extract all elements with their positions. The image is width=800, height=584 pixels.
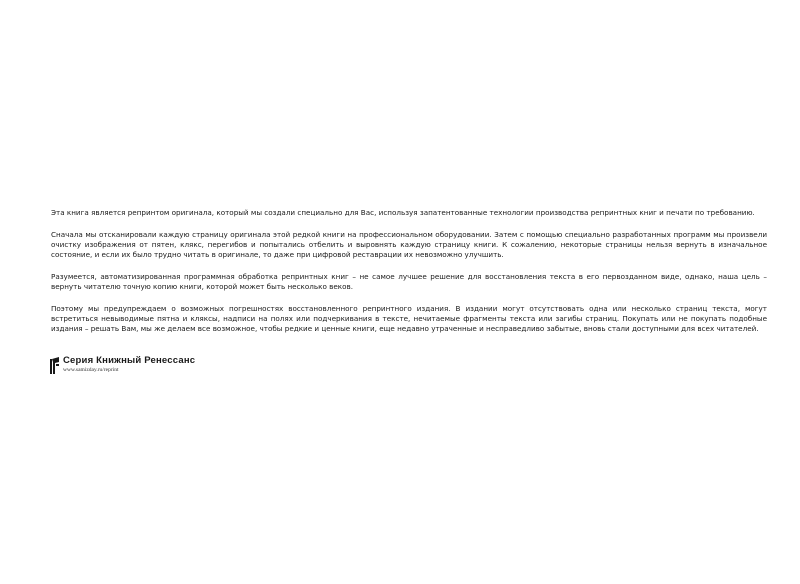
paragraph-scanning: Сначала мы отсканировали каждую страницу оригинала этой редкой книги на профессиональном оборудовании. Затем с помощью специально разработанных программ мы произвели очистку изображения от пятен, клякс, перегибов и попытались отбелить и выровнять каждую страницу книги. К сожалению, некоторые страницы нельзя вернуть в изначальное состояние, и если их было трудно читать в оригинале, то даже при цифровой реставрации их невозможно улучшить. (51, 230, 767, 259)
paragraph-intro: Эта книга является репринтом оригинала, который мы создали специально для Вас, используя запатентованные технологии производства репринтных книг и печати по требованию. (51, 208, 755, 217)
paragraph-processing: Разумеется, автоматизированная программная обработка репринтных книг – не самое лучшее решение для восстановления текста в его первозданном виде, однако, наша цель – вернуть читателю точную копию книги, которой может быть несколько веков. (51, 272, 767, 291)
logo-text (63, 355, 195, 374)
series-logo (50, 355, 195, 377)
logo-title: Серия Книжный Ренессанс (63, 355, 196, 366)
paragraph-warning: Поэтому мы предупреждаем о возможных погрешностях восстановленного репринтного издания. В издании могут отсутствовать одна или несколько страниц текста, могут встретиться невыводимые пятна и кляксы, надписи на полях или подчеркивания в тексте, нечитаемые фрагменты текста или загибы страниц. Покупать или не покупать подобные издания – решать Вам, мы же делаем все возможное, чтобы редкие и ценные книги, еще недавно утраченные и несправедливо забытые, вновь стали доступными для всех читателей. (51, 304, 767, 333)
book-reader-icon (50, 356, 60, 374)
logo-url: www.samizday.ru/reprint (63, 367, 119, 373)
reprint-notice (51, 208, 767, 346)
